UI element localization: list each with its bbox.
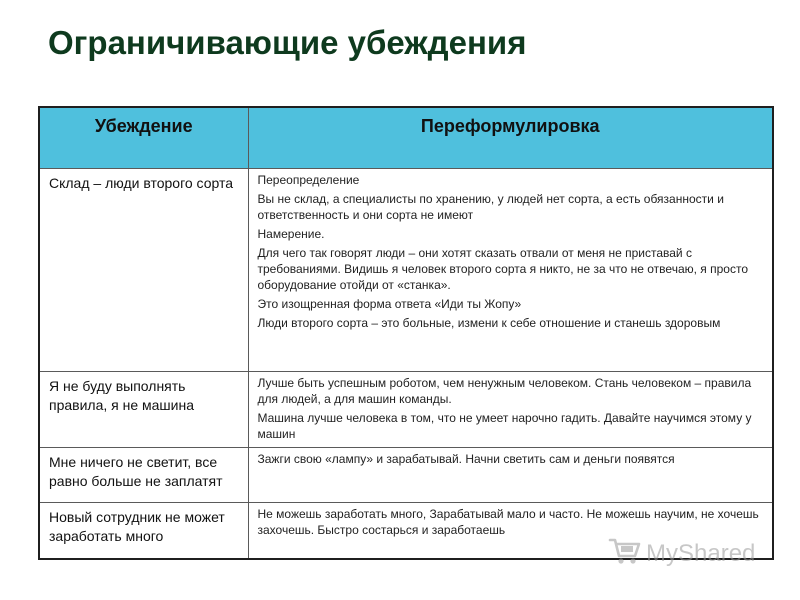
reframe-text: Не можешь заработать много, Зарабатывай мало и часто. Не можешь научим, не хочешь захочешь. Быстро состарься и заработаешь xyxy=(257,507,759,537)
reframe-text: Это изощренная форма ответа «Иди ты Жопу» xyxy=(257,297,522,311)
reframe-text: Зажги свою «лампу» и зарабатывай. Начни светить сам и деньги появятся xyxy=(257,452,675,466)
reframe-text: Переопределение xyxy=(257,173,360,187)
table-header-row xyxy=(39,107,773,169)
column-header-belief: Убеждение xyxy=(39,107,248,169)
shopping-cart-logo-icon xyxy=(608,536,642,571)
belief-cell: Мне ничего не светит, все равно больше не заплатят xyxy=(39,448,248,503)
watermark xyxy=(608,536,755,571)
table-row xyxy=(39,372,773,448)
reframe-text: Машина лучше человека в том, что не умеет нарочно гадить. Давайте научимся этому у машин xyxy=(257,411,752,441)
belief-cell: Новый сотрудник не может заработать много xyxy=(39,503,248,560)
reframe-cell xyxy=(248,372,773,448)
beliefs-table xyxy=(38,106,774,560)
reframe-cell xyxy=(248,448,773,503)
page-title: Ограничивающие убеждения xyxy=(48,24,527,61)
table-row xyxy=(39,448,773,503)
reframe-text: Вы не склад, а специалисты по хранению, у людей нет сорта, а есть обязанности и ответственность и они сорта не имеют xyxy=(257,192,724,222)
belief-cell: Я не буду выполнять правила, я не машина xyxy=(39,372,248,448)
reframe-cell xyxy=(248,169,773,372)
reframe-text: Люди второго сорта – это больные, измени к себе отношение и станешь здоровым xyxy=(257,316,721,330)
watermark-text: MyShared xyxy=(646,539,756,567)
table-row xyxy=(39,169,773,372)
reframe-text: Лучше быть успешным роботом, чем ненужным человеком. Стань человеком – правила для людей, а для машин команды. xyxy=(257,376,752,406)
reframe-text: Намерение. xyxy=(257,227,325,241)
belief-cell: Склад – люди второго сорта xyxy=(39,169,248,372)
column-header-reframe: Переформулировка xyxy=(248,107,773,169)
reframe-text: Для чего так говорят люди – они хотят сказать отвали от меня не приставай с требованиями. Видишь я человек второго сорта я никто, не за что не отвечаю, я просто оборудование отойди от «станка». xyxy=(257,246,748,292)
